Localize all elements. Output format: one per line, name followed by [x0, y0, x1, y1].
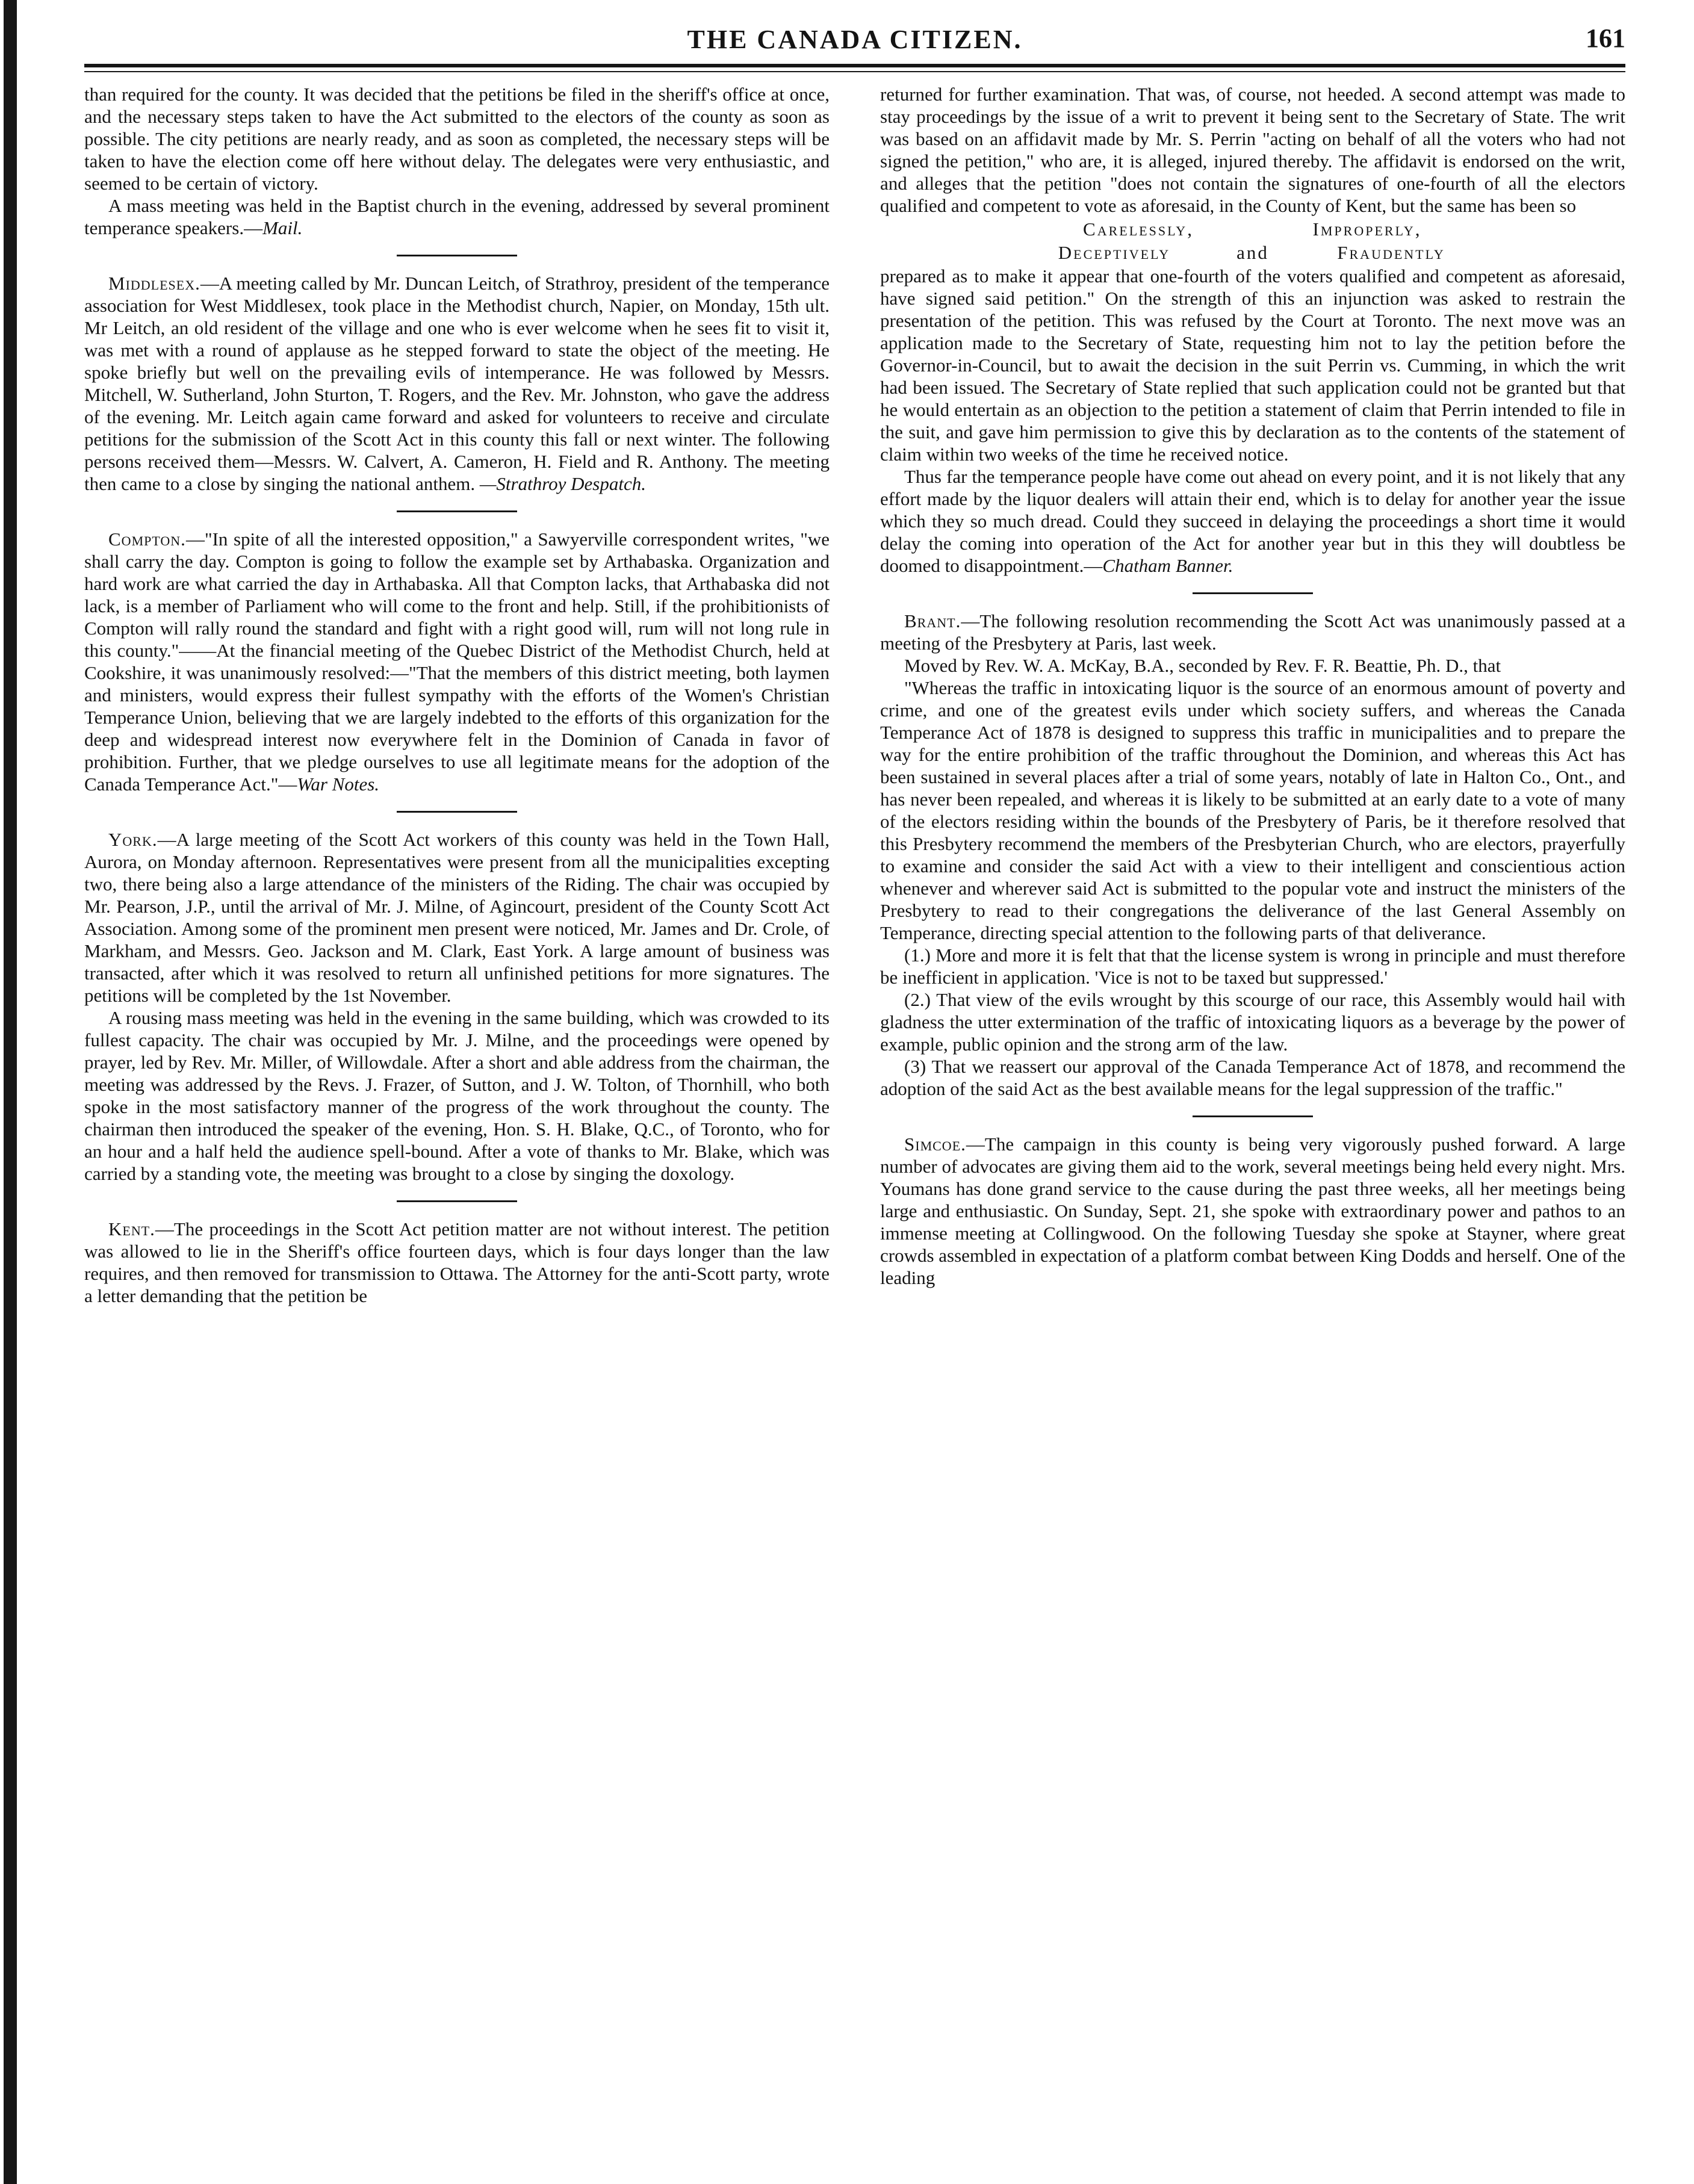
emphasis-line-1 [880, 218, 1625, 240]
kent-text: —The proceedings in the Scott Act petition matter are not without interest. The petition was allowed to lie in the Sheriff's office fourteen days, which is four days longer than the law requires, and then removed for transmission to Ottawa. The Attorney for the anti-Scott party, wrote a letter demanding that the petition be [84, 1218, 830, 1306]
mail-source: Mail. [262, 217, 303, 238]
simcoe-heading: Simcoe. [904, 1134, 966, 1155]
kent-continued-paragraph: returned for further examination. That was, of course, not heeded. A second attempt was made to stay proceedings by the issue of a writ to prevent it being sent to the Secretary of State. The writ was based on an affidavit made by Mr. S. Perrin "acting on behalf of all the voters who had not signed the petition," who are, it is alleged, injured thereby. The affidavit is endorsed on the writ, and alleges that the petition "does not contain the signatures of one-fourth of all the electors qualified and competent to vote as aforesaid, in the County of Kent, but the same has been so [880, 84, 1625, 216]
brant-item-1: (1.) More and more it is felt that that the license system is wrong in principle and must therefore be inefficient in application. 'Vice is not to be taxed but suppressed.' [880, 945, 1625, 988]
middlesex-source: —Strathroy Despatch. [479, 473, 646, 494]
section-divider [397, 811, 517, 813]
newspaper-page [84, 17, 1625, 2172]
section-divider [1193, 592, 1313, 594]
chatham-banner-source: Chatham Banner. [1102, 555, 1233, 576]
section-divider [397, 1200, 517, 1202]
section-divider [397, 255, 517, 256]
section-divider [397, 510, 517, 512]
compton-article [84, 528, 830, 795]
york-text: —A large meeting of the Scott Act workers of this county was held in the Town Hall, Aurora, on Monday afternoon. Representatives were present from all the municipalities excepting two, there being also a large attendance of the ministers of the Riding. The chair was occupied by Mr. Pearson, J.P., until the arrival of Mr. J. Milne, of Agincourt, president of the County Scott Act Association. Among some of the prominent men present were noticed, Mr. James and Dr. Crole, of Markham, and Messrs. Geo. Jackson and M. Clark, East York. A large amount of business was transacted, after which it was resolved to return all unfinished petitions for more signatures. The petitions will be completed by the 1st November. [84, 829, 830, 1006]
brant-resolution-paragraph: "Whereas the traffic in intoxicating liquor is the source of an enormous amount of poverty and crime, and one of the greatest evils under which society suffers, and whereas the Canada Temperance Act of 1878 is designed to suppress this traffic in municipalities and to prepare the way for the entire prohibition of the traffic throughout the Dominion, and whereas this Act has been sustained in several places after a trial of some years, notably of late in Halton Co., Ont., and has never been repealed, and whereas it is likely to be submitted at an early date to a vote of many of the electors residing within the bounds of the Presbytery of Paris, be it therefore resolved that this Presbytery recommend the members of the Presbyterian Church, who are electors, prayerfully to examine and consider the said Act with a view to their intelligent and conscientious action whenever and wherever said Act is submitted to the popular vote and instruct the ministers of the Presbytery to read to their congregations the deliverance of the last General Assembly on Temperance, directing special attention to the following parts of that deliverance. [880, 677, 1625, 943]
page-number: 161 [1586, 23, 1625, 53]
kent-conclusion-text: Thus far the temperance people have come out ahead on every point, and it is not likely that any effort made by the liquor dealers will attain their end, which is to delay for another year the issue which they so much dread. Could they succeed in delaying the proceedings a short time it would delay the coming into operation of the Act for another year but in this they will doubtless be doomed to disappointment.— [880, 466, 1625, 576]
header-rule-thin [84, 71, 1625, 72]
emphasis-line-2 [880, 241, 1625, 264]
emphasis-carelessly: Carelessly, [1083, 219, 1194, 240]
middlesex-text: —A meeting called by Mr. Duncan Leitch, of Strathroy, president of the temperance association for West Middlesex, took place in the Methodist church, Napier, on Monday, 15th ult. Mr Leitch, an old resident of the village and one who is ever welcome when he sees fit to visit it, was met with a round of applause as he stepped forward to state the object of the meeting. He spoke briefly but well on the prevailing evils of intemperance. He was followed by Messrs. Mitchell, W. Sutherland, John Sturton, T. Rogers, and the Rev. Mr. Johnston, who gave the address of the evening. Mr. Leitch again came forward and asked for volunteers to receive and circulate petitions for the submission of the Scott Act in this county this fall or next winter. The following persons received them—Messrs. W. Calvert, A. Cameron, H. Field and R. Anthony. The meeting then came to a close by singing the national anthem. [84, 273, 830, 494]
brant-item-2: (2.) That view of the evils wrought by this scourge of our race, this Assembly would hail with gladness the utter extermination of the traffic of intoxicating liquors as a beverage by the power of example, public opinion and the strong arm of the law. [880, 989, 1625, 1055]
kent-heading: Kent. [108, 1218, 155, 1239]
brant-text: —The following resolution recommending the Scott Act was unanimously passed at a meeting of the Presbytery at Paris, last week. [880, 610, 1625, 654]
emphasis-improperly: Improperly, [1312, 219, 1422, 240]
kent-injunction-paragraph: prepared as to make it appear that one-fourth of the voters qualified and competent as aforesaid, have signed said petition." On the strength of this an injunction was asked to restrain the presentation of the petition. This was refused by the Court at Toronto. The next move was an application made to the Secretary of State, requesting him not to lay the petition before the Governor-in-Council, but to await the decision in the suit Perrin vs. Cumming, in which the writ had been issued. The Secretary of State replied that such application could not be granted but that he would entertain as an objection to the petition a statement of claim that Perrin intended to file in the suit, and gave him permission to give this by declaration as to the contents of the statement of claim within two weeks of the time he received notice. [880, 265, 1625, 465]
compton-heading: Compton. [108, 529, 186, 550]
compton-text: —"In spite of all the interested opposition," a Sawyerville correspondent writes, "we shall carry the day. Compton is going to follow the example set by Arthabaska. Organization and hard work are what carried the day in Arthabaska. All that Compton lacks, that Arthabaska did not lack, is a member of Parliament who will come to the front and help. Still, if the prohibitionists of Compton will rally round the standard and fight with a right good will, rum will not long rule in this county."——At the financial meeting of the Quebec District of the Methodist Church, held at Cookshire, it was unanimously resolved:—"That the members of this district meeting, both laymen and ministers, would express their fullest sympathy with the efforts of the Women's Christian Temperance Union, believing that we are largely indebted to the efforts of this organization for the deep and widespread interest now everywhere felt in the Dominion of Canada in favor of prohibition. Further, that we pledge ourselves to use all legitimate means for the adoption of the Canada Temperance Act."— [84, 529, 830, 795]
york-article [84, 828, 830, 1007]
simcoe-article [880, 1133, 1625, 1289]
york-mass-meeting-paragraph: A rousing mass meeting was held in the evening in the same building, which was crowded to its fullest capacity. The chair was occupied by Mr. J. Milne, and the proceedings were opened by prayer, led by Rev. Mr. Miller, of Willowdale. After a short and able address from the chairman, the meeting was addressed by the Revs. J. Frazer, of Sutton, and J. W. Tolton, of Thornhill, who both spoke in the most satisfactory manner of the progress of the work throughout the county. The chairman then introduced the speaker of the evening, Hon. S. H. Blake, Q.C., of Toronto, who for an hour and a half held the audience spell-bound. After a vote of thanks to Mr. Blake, which was carried by a standing vote, the meeting was brought to a close by singing the doxology. [84, 1007, 830, 1184]
middlesex-heading: Middlesex. [108, 273, 200, 294]
kent-article [84, 1218, 830, 1307]
right-column [880, 83, 1625, 2130]
intro-paragraph: than required for the county. It was decided that the petitions be filed in the sheriff's office at once, and the necessary steps taken to have the Act submitted to the electors of the county as soon as possible. The city petitions are nearly ready, and as soon as completed, the necessary steps will be taken to have the election come off here without delay. The delegates were very enthusiastic, and seemed to be certain of victory. [84, 84, 830, 194]
mass-meeting-text: A mass meeting was held in the Baptist church in the evening, addressed by several prominent temperance speakers.— [84, 195, 830, 238]
page-binding-edge [4, 0, 17, 2184]
kent-conclusion-paragraph [880, 465, 1625, 577]
brant-article [880, 610, 1625, 654]
emphasis-deceptively: Deceptively [1058, 242, 1171, 263]
emphasis-fraudently: Fraudently [1337, 242, 1445, 263]
compton-source: War Notes. [297, 774, 380, 795]
brant-moved-paragraph: Moved by Rev. W. A. McKay, B.A., seconded by Rev. F. R. Beattie, Ph. D., that [904, 655, 1501, 676]
brant-item-3: (3) That we reassert our approval of the Canada Temperance Act of 1878, and recommend the adoption of the said Act as the best available means for the legal suppression of the traffic." [880, 1056, 1625, 1099]
york-heading: York. [108, 829, 158, 850]
left-column [84, 83, 830, 2130]
simcoe-text: —The campaign in this county is being very vigorously pushed forward. A large number of advocates are giving them aid to the work, several meetings being held every night. Mrs. Youmans has done grand service to the cause during the past three weeks, all her meetings being large and enthusiastic. On Sunday, Sept. 21, she spoke with extraordinary power and pathos to an immense meeting at Collingwood. On the following Tuesday she spoke at Stayner, where great crowds assembled in expectation of a platform combat between King Dodds and herself. One of the leading [880, 1134, 1625, 1288]
masthead [84, 17, 1625, 64]
emphasis-and: and [1236, 242, 1269, 263]
columns [84, 83, 1625, 2130]
middlesex-article [84, 272, 830, 495]
publication-title: THE CANADA CITIZEN. [687, 25, 1023, 54]
section-divider [1193, 1115, 1313, 1117]
brant-heading: Brant. [904, 610, 961, 631]
mass-meeting-paragraph [84, 194, 830, 239]
